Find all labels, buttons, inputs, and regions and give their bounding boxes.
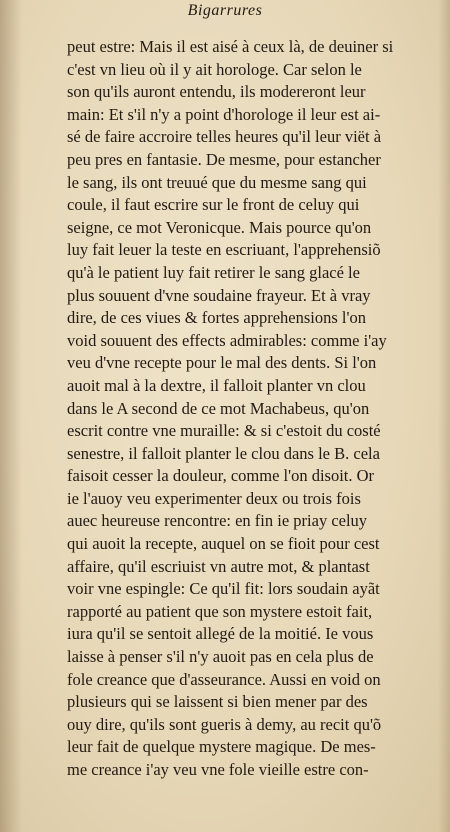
text-line: luy fait leuer la teste en escriuant, l'apprehensiõ <box>67 240 381 260</box>
text-line: sé de faire accroire telles heures qu'il leur viët à <box>67 127 382 147</box>
text-line: affaire, qu'il escriuist vn autre mot, & plantast <box>67 556 370 576</box>
text-line: plus souuent d'vne soudaine frayeur. Et à vray <box>67 285 371 305</box>
text-line: laisse à penser s'il n'y auoit pas en cela plus de <box>67 647 374 667</box>
text-line: qu'à le patient luy fait retirer le sang glacé le <box>67 262 360 282</box>
text-line: c'est vn lieu où il y ait horologe. Car selon le <box>67 59 362 79</box>
gutter-shadow <box>0 0 22 832</box>
text-line: dire, de ces viues & fortes apprehensions l'on <box>67 308 366 328</box>
text-line: faisoit cesser la douleur, comme l'on disoit. Or <box>67 466 375 486</box>
text-line: escrit contre vne muraille: & si c'estoit du costé <box>67 421 381 441</box>
running-head: Bigarrures <box>187 2 263 19</box>
text-line: peut estre: Mais il est aisé à ceux là, de deuiner si <box>67 37 394 56</box>
text-line: ie l'auoy veu experimenter deux ou trois fois <box>67 488 361 508</box>
text-line: qui auoit la recepte, auquel on se fioit pour cest <box>67 534 380 554</box>
body-text <box>67 36 423 782</box>
text-line: fole creance que d'asseurance. Aussi en void on <box>67 669 381 689</box>
text-line: veu d'vne recepte pour le mal des dents. Si l'on <box>67 353 377 373</box>
text-line: coule, il faut escrire sur le front de celuy qui <box>67 195 360 215</box>
text-line: me creance i'ay veu vne fole vieille estre con- <box>67 760 369 779</box>
text-line: rapporté au patient que son mystere estoit fait, <box>67 601 373 621</box>
text-line: main: Et s'il n'y a point d'horologe il leur est ai- <box>67 104 381 124</box>
text-line: void souuent des effects admirables: comme i'ay <box>67 330 387 350</box>
text-line: leur fait de quelque mystere magique. De mes- <box>67 737 376 757</box>
text-line: iura qu'il se sentoit allegé de la moitié. Ie vous <box>67 624 374 644</box>
text-line: ouy dire, qu'ils sont gueris à demy, au recit qu'õ <box>67 714 382 734</box>
text-line: peu pres en fantasie. De mesme, pour estancher <box>67 149 381 169</box>
text-line: voir vne espingle: Ce qu'il fit: lors soudain ayãt <box>67 579 380 599</box>
text-line: seigne, ce mot Veronicque. Mais pource qu'on <box>67 217 372 237</box>
text-line: senestre, il falloit planter le clou dans le B. cela <box>67 443 380 463</box>
text-line: son qu'ils auront entendu, ils modereront leur <box>67 82 366 102</box>
text-line: auoit mal à la dextre, il falloit planter vn clou <box>67 375 366 395</box>
text-line: dans le A second de ce mot Machabeus, qu'on <box>67 398 370 418</box>
text-line: le sang, ils ont treuué que du mesme sang qui <box>67 172 367 192</box>
page-edge-shadow <box>438 0 450 832</box>
text-line: auec heureuse rencontre: en fin ie priay celuy <box>67 511 368 531</box>
text-line: plusieurs qui se laissent si bien mener par des <box>67 692 368 712</box>
